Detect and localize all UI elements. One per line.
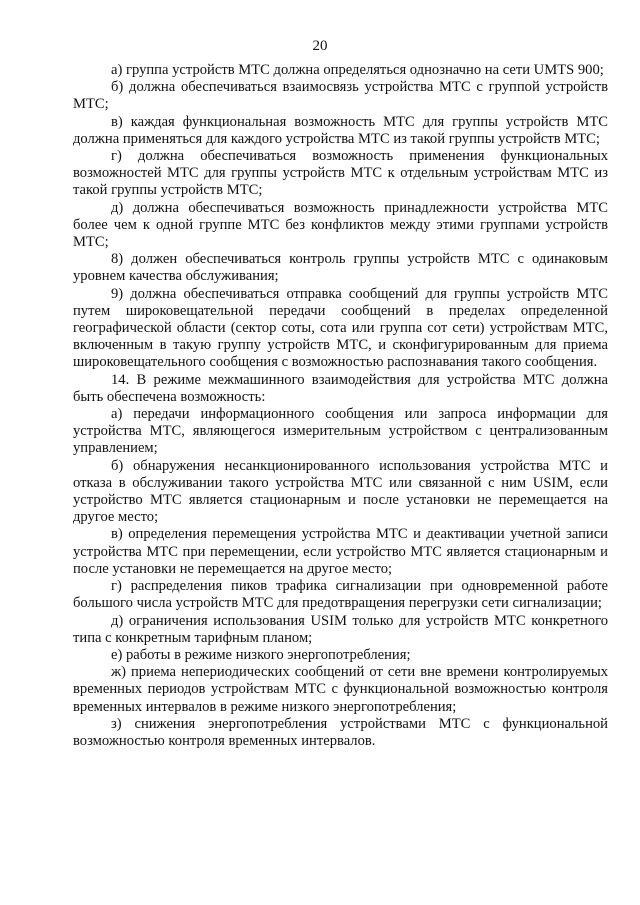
paragraph-item-8-qos-control: 8) должен обеспечиваться контроль группы устройств МТС с одинаковым уровнем качества обслуживания; [73,251,608,285]
paragraph-item-14d: д) ограничения использования USIM только для устройств МТС конкретного типа с конкретным тарифным планом; [73,612,608,646]
paragraph-item-a-group-defined: а) группа устройств МТС должна определяться однозначно на сети UMTS 900; [111,62,604,78]
paragraph-item-14a: а) передачи информационного сообщения или запроса информации для устройства МТС, являющегося измерительным устройством с централизованным управлением; [73,406,608,457]
paragraph-item-14zh: ж) приема непериодических сообщений от сети вне времени контролируемых временных периодов устройствам МТС с функциональной возможностью контроля временных интервалов в режиме низкого энергопотребления; [73,664,608,715]
paragraph-item-b-group-link: б) должна обеспечиваться взаимосвязь устройства МТС с группой устройств МТС; [73,79,608,113]
paragraph-item-14b: б) обнаружения несанкционированного использования устройства МТС и отказа в обслуживании такого устройства МТС или связанной с ним USIM, если устройство МТС является стационарным и после установки не перемещается на другое место; [73,457,608,526]
paragraph-item-14v: в) определения перемещения устройства МТС и деактивации учетной записи устройства МТС при перемещении, если устройство МТС является стационарным и после установки не перемещается на другое место; [73,526,608,577]
paragraph-section-14-heading: 14. В режиме межмашинного взаимодействия для устройства МТС должна быть обеспечена возможность: [73,371,608,405]
document-body [73,62,608,750]
paragraph-item-14z: з) снижения энергопотребления устройствами МТС с функциональной возможностью контроля временных интервалов. [73,715,608,749]
paragraph-item-14g: г) распределения пиков трафика сигнализации при одновременной работе большого числа устройств МТС для предотвращения перегрузки сети сигнализации; [73,578,608,612]
paragraph-item-14e: е) работы в режиме низкого энергопотребления; [111,646,411,663]
paragraph-item-g-group-feature-apply: г) должна обеспечиваться возможность применения функциональных возможностей МТС для группы устройств МТС к отдельным устройствам МТС из такой группы устройств МТС; [73,148,608,199]
paragraph-item-v-group-feature: в) каждая функциональная возможность МТС для группы устройств МТС должна применяться для каждого устройства МТС из такой группы устройств МТС; [73,113,608,147]
paragraph-item-d-multiple-groups: д) должна обеспечиваться возможность принадлежности устройства МТС более чем к одной группе МТС без конфликтов между этими группами устройств МТС; [73,199,608,251]
paragraph-item-9-broadcast: 9) должна обеспечиваться отправка сообщений для группы устройств МТС путем широковещательной передачи сообщений в пределах определенной географической области (сектор соты, сота или группа сот сети) устройствам МТС, включенным в такую группу устройств МТС, и сконфигурированным для приема широковещательного сообщения с возможностью распознавания такого сообщения. [73,285,608,371]
page-number: 20 [312,38,328,54]
